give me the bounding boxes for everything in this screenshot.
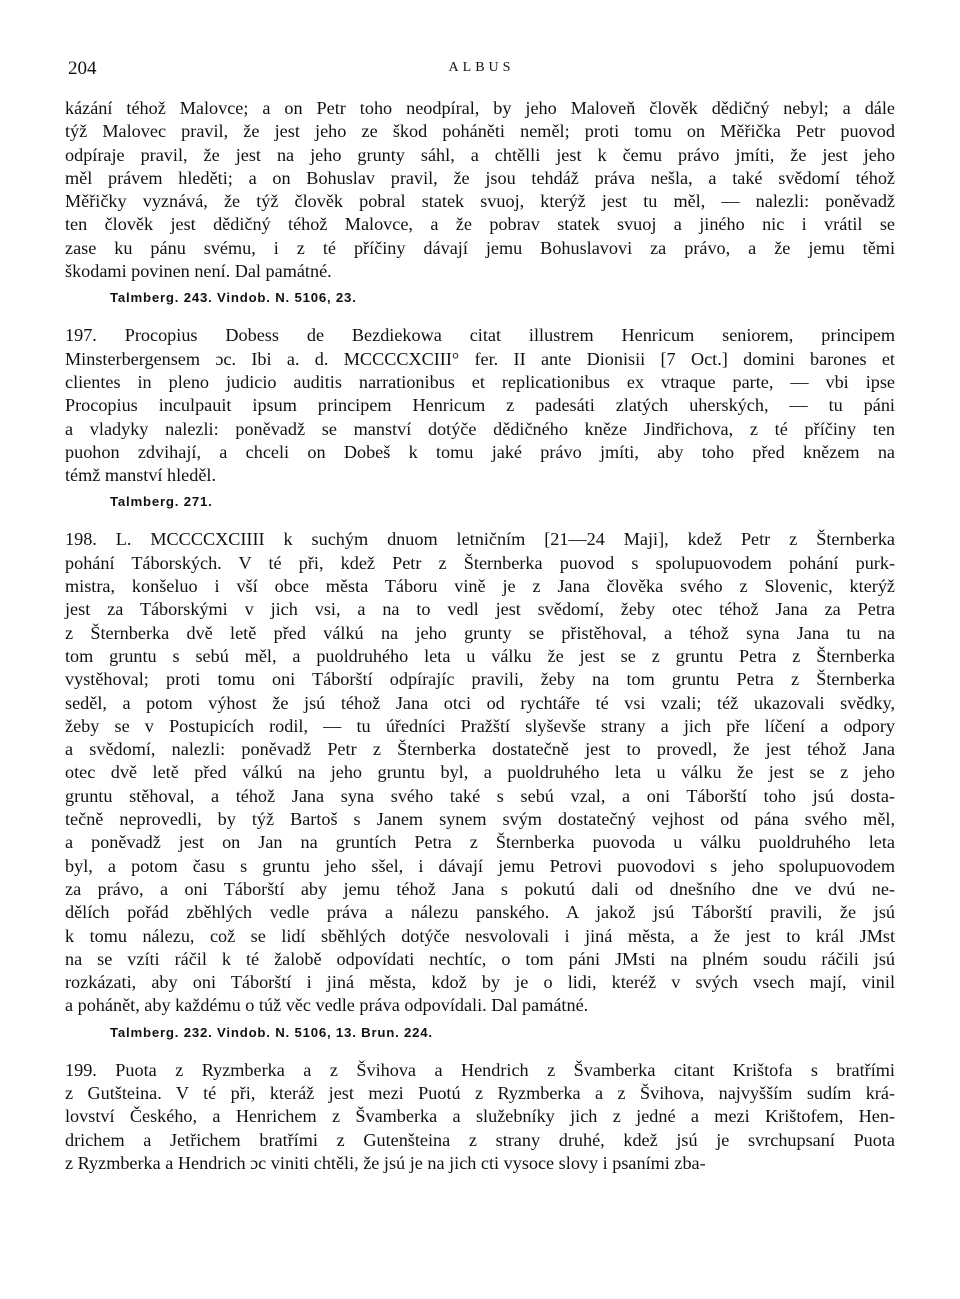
text-line: vystěhoval; proti tomu oni Táborští odpírajíc pravili, žeby na tom gruntu Petra z Šternberka [65,669,895,690]
text-line: Měřičky vyznává, že týž člověk pobral statek svuoj, kterýž jest tu měl, — nalezli: poněvadž [65,191,895,212]
text-line: zase ku pánu svému, i z té příčiny dávají jemu Bohuslavovi za právo, a že jemu těmi [65,237,895,258]
text-line: z Ryzmberka a Hendrich ɔc viniti chtěli, že jsú je na jich cti vysoce slovy i psaními zba- [65,1152,706,1173]
text-line: témž manství hleděl. [65,465,217,486]
text-line: jest za Táborskými v jich vsi, a na to vedl jest svědomí, žeby otec téhož Jana za Petra [65,599,895,620]
text-line: žeby se v Postupicích rodil, — tu úředníci Pražští slyševše strany a jich pře líčení a odpory [65,715,895,736]
text-line: mistra, konšeluo i vší obce města Táboru vině je z Jana člověka svého z Slovenic, kterýž [65,576,895,597]
text-line: k tomu nálezu, což se lidí sběhlých dotýče nesvolovali i jiná města, a že jest to král JMst [65,925,895,946]
document-entry [65,1059,895,1175]
text-line: odpíraje pravil, že jest na jeho grunty sáhl, a chtělli jest k čemu právo jmíti, že jest jeho [65,144,895,165]
page-header [68,58,895,82]
text-line: z Gutšteina. V té při, kteráž jest mezi Puotú z Ryzmberka a z Švihova, najvyšším sudím krá- [65,1082,895,1103]
text-line: lovství Českého, a Henrichem z Švamberka a služebníky jich z jedné a mezi Krištofem, Hen- [65,1106,895,1127]
text-line: dělích pořád zběhlých vedle práva a nálezu panského. A jakož jsú Táborští pravili, že jsú [65,902,895,923]
text-line: drichem a Jetřichem bratřími z Gutenšteina z strany druhé, kdež jsú je svrchupsaní Puota [65,1129,895,1150]
text-line: Minsterbergensem ɔc. Ibi a. d. MCCCCXCIII° fer. II ante Dionisii [7 Oct.] domini barones et [65,348,895,369]
text-line: škodami povinen není. Dal památné. [65,261,332,282]
text-line: ten člověk jest dědičný téhož Malovce, a že pobrav statek svuoj a jiného nic i vrátil se [65,214,895,235]
text-line: tečně neprovedli, by týž Bartoš s Janem synem svým dostatečný vejhost od pána svého měl, [65,809,895,830]
text-line: za právo, a oni Táborští aby jemu téhož Jana s pokutú dali od dnešního dne ve dvú ne- [65,878,895,899]
text-line: rozkázati, aby oni Táborští i jiná města, kdož by je o lidi, kteréž v svých vsech mají, vinil [65,972,895,993]
text-line: pohání Táborských. V té při, kdež Petr z Šternberka puovod s spolupuovodem pohání purk- [65,552,895,573]
text-line: gruntu stěhoval, a téhož Jana syna svého také s sebú vzal, a oni Táborští toho jsú dosta- [65,785,895,806]
text-line: kázání téhož Malovce; a on Petr toho neodpíral, by jeho Maloveň člověk dědičný nebyl; a dále [65,98,895,118]
text-line: 199. Puota z Ryzmberka a z Švihova a Hendrich z Švamberka citant Krištofa s bratřími [65,1059,895,1080]
text-line: byl, a potom času s gruntu jeho sšel, i dávají jemu Petrovi puovodovi s jeho spolupuovodem [65,855,895,876]
entry-paragraph [65,528,895,1017]
entry-paragraph [65,324,895,487]
document-entry [65,528,895,1041]
source-citation: Talmberg. 243. Vindob. N. 5106, 23. [110,290,357,306]
text-line: týž Malovec pravil, že jest jeho ze škod poháněti neměl; proti tomu on Měřička Petr puovod [65,121,895,142]
page-number: 204 [68,58,97,79]
text-line: z Šternberka dvě letě před válkú na jeho grunty se přistěhoval, a téhož syna Jana tu na [65,622,895,643]
running-title: ALBUS [448,60,515,75]
text-line: puohon zdvihají, a chceli on Dobeš k tomu jaké právo jmíti, aby toho před knězem na [65,441,895,462]
document-entry [65,97,895,307]
text-line: tom gruntu s sebú měl, a puoldruhého leta u válku že jest se z gruntu Petra z Šternberka [65,645,895,666]
text-line: 198. L. MCCCCXCIIII k suchým dnuom letničním [21—24 Maji], kdež Petr z Šternberka [65,529,895,550]
document-entry [65,324,895,511]
text-line: a poněvadž jest on Jan na gruntích Petra z Šternberka puovoda u válku puoldruhého leta [65,832,895,853]
text-line: a svědomí, nalezli: poněvadž Petr z Šternberka dostatečně jest to provedl, že jest téhož Jana [65,739,895,760]
text-line: otec dvě letě před válkú na jeho gruntu byl, a puoldruhého leta u válku že jest se z jeho [65,762,895,783]
text-line: a vladyky nalezli: poněvadž se manství dotýče dědičného kněze Jindřichova, z té příčiny ten [65,418,895,439]
source-citation: Talmberg. 271. [110,494,213,510]
document-body [65,97,895,1175]
source-citation: Talmberg. 232. Vindob. N. 5106, 13. Brun. 224. [110,1024,433,1040]
text-line: na se vzíti ráčil k té žalobě odpovídati nechtíc, o tom páni JMsti na plném soudu ráčili jsú [65,948,895,969]
text-line: clientes in pleno judicio auditis narrationibus et replicationibus ex vtraque parte, — vbi ipse [65,371,895,392]
entry-paragraph [65,97,895,283]
text-line: seděl, a potom výhost že jsú téhož Jana otci od rychtáře té vsi vzali; též ukazovali svědky, [65,692,895,713]
entry-paragraph [65,1059,895,1175]
text-line: Procopius inculpauit ipsum principem Henricum z padesáti zlatých uherských, — tu páni [65,395,895,416]
text-line: a pohánět, aby každému o túž věc vedle práva odpovídali. Dal památné. [65,995,589,1016]
text-line: 197. Procopius Dobess de Bezdiekowa citat illustrem Henricum seniorem, principem [65,325,895,346]
text-line: měl právem hleděti; a on Bohuslav pravil, že jsou tehdáž práva nešla, a také svědomí téhož [65,167,895,188]
